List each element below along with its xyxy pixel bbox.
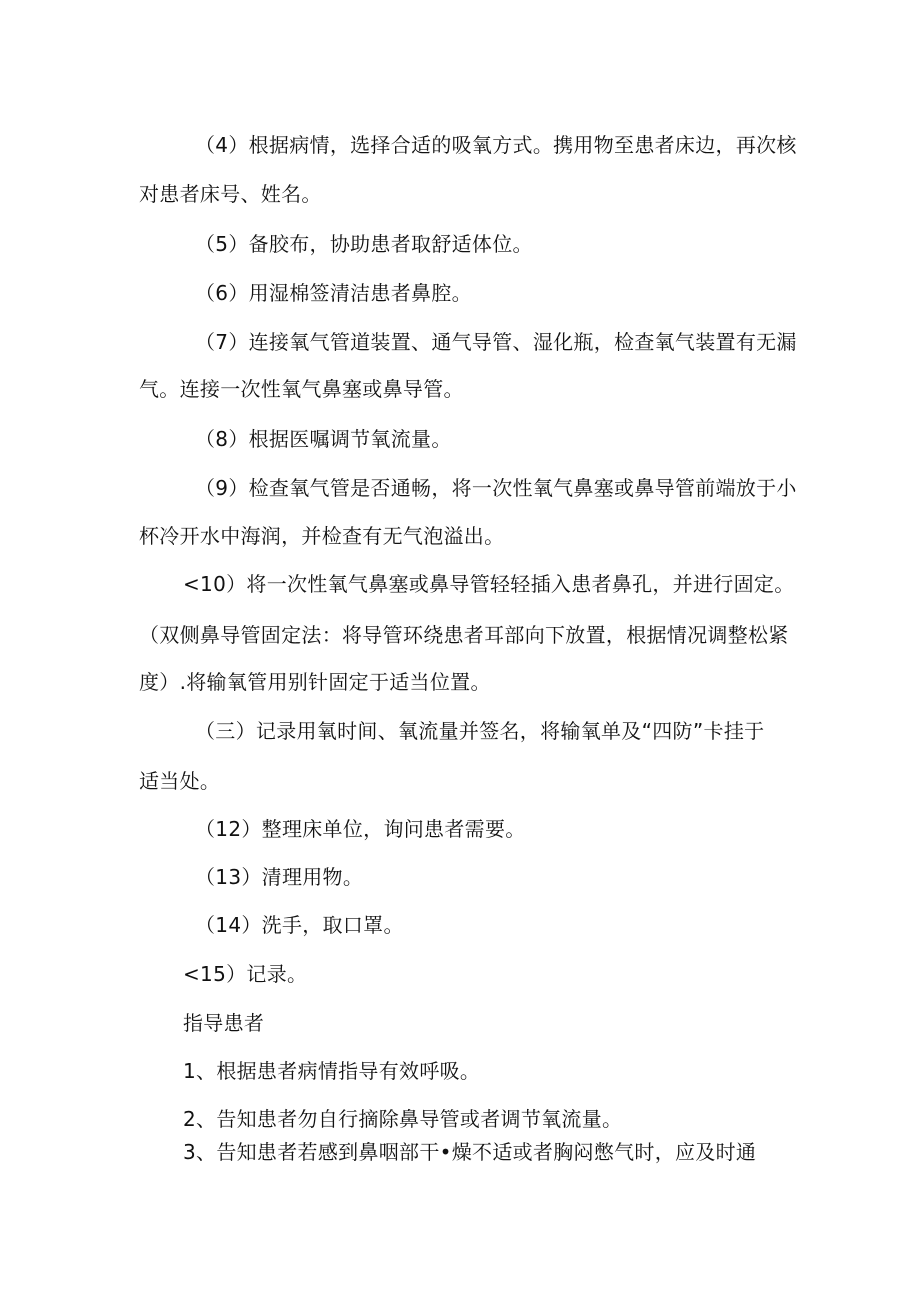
- step-4-line-2: 对患者床号、姓名。: [139, 182, 322, 206]
- step-12-line: （12）整理床单位，询问患者需要。: [195, 817, 526, 841]
- step-14-line: （14）洗手，取口罩。: [195, 913, 404, 937]
- step-10-line-3: 度）.将输氧管用别针固定于适当位置。: [139, 670, 491, 694]
- guidance-item-2: 2、告知患者勿自行摘除鼻导管或者调节氧流量。: [183, 1107, 623, 1131]
- step-8-line: （8）根据医嘱调节氧流量。: [195, 427, 452, 451]
- step-7-line-1: （7）连接氧气管道装置、通气导管、湿化瓶，检查氧气装置有无漏: [195, 330, 797, 354]
- step-4-line-1: （4）根据病情，选择合适的吸氧方式。携用物至患者床边，再次核: [195, 133, 797, 157]
- step-11-line-1: （三）记录用氧时间、氧流量并签名，将输氧单及“四防”卡挂于: [195, 719, 765, 743]
- step-6-line: （6）用湿棉签清洁患者鼻腔。: [195, 281, 472, 305]
- guidance-item-1: 1、根据患者病情指导有效呼吸。: [183, 1059, 481, 1083]
- step-11-line-2: 适当处。: [139, 769, 221, 793]
- step-10-line-2: （双侧鼻导管固定法：将导管环绕患者耳部向下放置，根据情况调整松紧: [139, 623, 789, 647]
- step-10-line-1: <10）将一次性氧气鼻塞或鼻导管轻轻插入患者鼻孔，并进行固定。: [183, 572, 795, 596]
- guidance-item-3: 3、告知患者若感到鼻咽部干•燥不适或者胸闷憋气时，应及时通: [183, 1140, 757, 1164]
- step-9-line-1: （9）检查氧气管是否通畅，将一次性氧气鼻塞或鼻导管前端放于小: [195, 476, 797, 500]
- section-heading: 指导患者: [183, 1011, 265, 1035]
- step-15-line: <15）记录。: [183, 962, 308, 986]
- step-5-line: （5）备胶布，协助患者取舒适体位。: [195, 232, 533, 256]
- step-9-line-2: 杯冷开水中海润，并检查有无气泡溢出。: [139, 524, 505, 548]
- step-13-line: （13）清理用物。: [195, 865, 364, 889]
- step-7-line-2: 气。连接一次性氧气鼻塞或鼻导管。: [139, 377, 464, 401]
